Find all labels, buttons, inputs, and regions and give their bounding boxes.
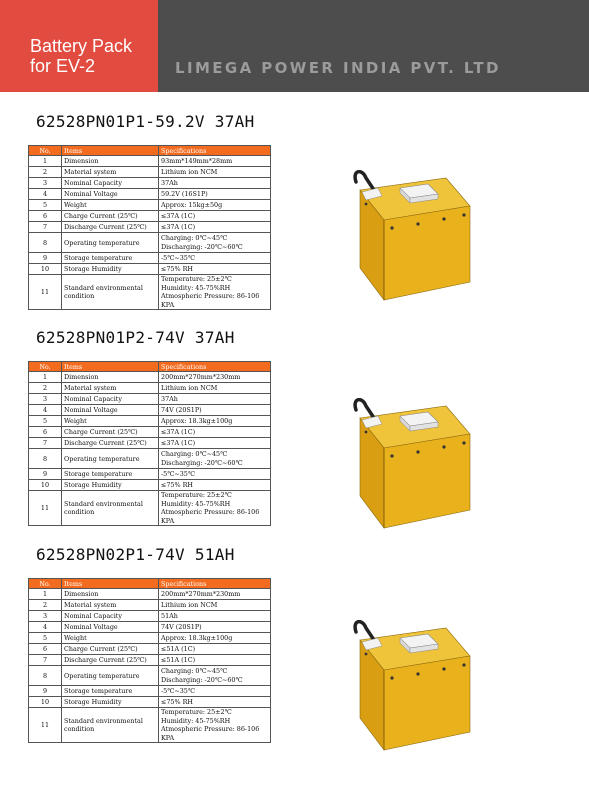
spec-line: -5℃~35℃ xyxy=(161,470,196,478)
spec-line: ≤75% RH xyxy=(161,265,193,273)
table-row xyxy=(29,416,271,427)
row-item: Operating temperature xyxy=(62,233,159,253)
row-item: Nominal Voltage xyxy=(62,622,159,633)
spec-line: ≤75% RH xyxy=(161,698,193,706)
row-number: 4 xyxy=(29,405,62,416)
spec-line: -5℃~35℃ xyxy=(161,254,196,262)
spec-line: Charging: 0℃~45℃ xyxy=(161,233,228,242)
spec-line: ≤37A (1C) xyxy=(161,428,196,436)
spec-line: ≤51A (1C) xyxy=(161,656,196,664)
spec-line: Lithium ion NCM xyxy=(161,384,218,392)
table-row xyxy=(29,264,271,275)
row-specification xyxy=(159,469,271,480)
row-item: Dimension xyxy=(62,156,159,167)
row-number: 5 xyxy=(29,416,62,427)
row-specification xyxy=(159,449,271,469)
spec-line: Temperature: 25±2℃ xyxy=(161,491,232,499)
table-row xyxy=(29,644,271,655)
battery-side-face xyxy=(384,656,470,750)
row-item: Standard environmental condition xyxy=(62,708,159,743)
row-number: 7 xyxy=(29,222,62,233)
row-item: Discharge Current (25℃) xyxy=(62,655,159,666)
spec-line: 74V (20S1P) xyxy=(161,406,202,414)
screw-icon xyxy=(390,676,393,679)
spec-line: 74V (20S1P) xyxy=(161,623,202,631)
row-item: Material system xyxy=(62,383,159,394)
title-line-1: Battery Pack xyxy=(30,36,133,56)
table-row xyxy=(29,633,271,644)
row-number: 11 xyxy=(29,708,62,743)
spec-table-header xyxy=(29,146,271,156)
row-number: 1 xyxy=(29,589,62,600)
spec-line: Charging: 0℃~45℃ xyxy=(161,666,228,675)
title-line-2: for EV-2 xyxy=(30,56,96,76)
row-item: Nominal Capacity xyxy=(62,178,159,189)
row-number: 10 xyxy=(29,264,62,275)
table-row xyxy=(29,383,271,394)
table-row xyxy=(29,622,271,633)
spec-line: Atmospheric Pressure: 86-106 KPA xyxy=(161,292,260,309)
spec-line: Atmospheric Pressure: 86-106 KPA xyxy=(161,725,260,742)
row-item: Operating temperature xyxy=(62,449,159,469)
spec-line: 37Ah xyxy=(161,179,178,187)
row-specification xyxy=(159,211,271,222)
row-item: Nominal Capacity xyxy=(62,611,159,622)
row-item: Storage Humidity xyxy=(62,480,159,491)
header-no: No. xyxy=(29,146,62,156)
spec-line: 51Ah xyxy=(161,612,178,620)
spec-line: Humidity: 45-75%RH xyxy=(161,716,231,725)
row-item: Nominal Capacity xyxy=(62,394,159,405)
table-row xyxy=(29,600,271,611)
row-specification xyxy=(159,644,271,655)
row-item: Dimension xyxy=(62,372,159,383)
row-specification xyxy=(159,438,271,449)
screw-icon xyxy=(390,226,393,229)
row-specification xyxy=(159,480,271,491)
row-number: 11 xyxy=(29,275,62,310)
table-row xyxy=(29,491,271,526)
spec-line: Lithium ion NCM xyxy=(161,168,218,176)
header-specifications: Specifications xyxy=(159,579,271,589)
table-row xyxy=(29,697,271,708)
row-item: Discharge Current (25℃) xyxy=(62,222,159,233)
row-item: Weight xyxy=(62,416,159,427)
table-row xyxy=(29,405,271,416)
row-item: Charge Current (25℃) xyxy=(62,427,159,438)
row-number: 6 xyxy=(29,644,62,655)
row-number: 8 xyxy=(29,233,62,253)
battery-pack-image xyxy=(348,170,478,305)
spec-line: ≤37A (1C) xyxy=(161,223,196,231)
spec-line: Temperature: 25±2℃ xyxy=(161,275,232,283)
row-item: Nominal Voltage xyxy=(62,405,159,416)
header-items: Items xyxy=(62,579,159,589)
battery-side-face xyxy=(384,206,470,300)
row-item: Weight xyxy=(62,633,159,644)
row-number: 6 xyxy=(29,427,62,438)
row-number: 7 xyxy=(29,655,62,666)
row-number: 5 xyxy=(29,633,62,644)
spec-line: Lithium ion NCM xyxy=(161,601,218,609)
row-item: Standard environmental condition xyxy=(62,275,159,310)
row-item: Standard environmental condition xyxy=(62,491,159,526)
row-item: Material system xyxy=(62,167,159,178)
row-specification xyxy=(159,167,271,178)
table-row xyxy=(29,200,271,211)
spec-line: 93mm*149mm*28mm xyxy=(161,157,233,165)
spec-line: Atmospheric Pressure: 86-106 KPA xyxy=(161,508,260,525)
spec-line: Discharging: -20℃~60℃ xyxy=(161,675,243,684)
row-item: Operating temperature xyxy=(62,666,159,686)
row-number: 10 xyxy=(29,697,62,708)
table-row xyxy=(29,438,271,449)
row-number: 4 xyxy=(29,622,62,633)
row-specification xyxy=(159,708,271,743)
table-row xyxy=(29,655,271,666)
row-specification xyxy=(159,189,271,200)
row-item: Storage Humidity xyxy=(62,697,159,708)
table-row xyxy=(29,480,271,491)
row-specification xyxy=(159,156,271,167)
spec-line: Discharging: -20℃~60℃ xyxy=(161,458,243,467)
spec-line: Charging: 0℃~45℃ xyxy=(161,449,228,458)
row-number: 1 xyxy=(29,372,62,383)
row-number: 8 xyxy=(29,449,62,469)
header-items: Items xyxy=(62,362,159,372)
company-name: LIMEGA POWER INDIA PVT. LTD xyxy=(175,59,501,77)
header-no: No. xyxy=(29,362,62,372)
row-specification xyxy=(159,178,271,189)
table-row xyxy=(29,449,271,469)
row-specification xyxy=(159,491,271,526)
row-number: 1 xyxy=(29,156,62,167)
spec-table-header xyxy=(29,362,271,372)
header-dark-panel xyxy=(158,0,589,92)
row-item: Weight xyxy=(62,200,159,211)
product-title: 62528PN01P2-74V 37AH xyxy=(36,328,235,347)
battery-pack-image xyxy=(348,620,478,755)
row-specification xyxy=(159,633,271,644)
spec-line: Temperature: 25±2℃ xyxy=(161,708,232,716)
row-specification xyxy=(159,383,271,394)
table-row xyxy=(29,233,271,253)
handle-icon xyxy=(355,172,374,190)
row-number: 4 xyxy=(29,189,62,200)
row-item: Discharge Current (25℃) xyxy=(62,438,159,449)
row-number: 10 xyxy=(29,480,62,491)
handle-icon xyxy=(355,400,374,418)
row-specification xyxy=(159,697,271,708)
row-number: 6 xyxy=(29,211,62,222)
table-row xyxy=(29,211,271,222)
row-specification xyxy=(159,253,271,264)
row-number: 7 xyxy=(29,438,62,449)
table-row xyxy=(29,394,271,405)
table-row xyxy=(29,178,271,189)
row-specification xyxy=(159,622,271,633)
spec-line: ≤37A (1C) xyxy=(161,439,196,447)
row-specification xyxy=(159,600,271,611)
spec-line: Humidity: 45-75%RH xyxy=(161,499,231,508)
row-specification xyxy=(159,222,271,233)
table-row xyxy=(29,708,271,743)
spec-line: ≤75% RH xyxy=(161,481,193,489)
row-number: 2 xyxy=(29,167,62,178)
row-number: 5 xyxy=(29,200,62,211)
row-item: Charge Current (25℃) xyxy=(62,644,159,655)
document-title xyxy=(30,36,132,76)
table-row xyxy=(29,611,271,622)
screw-icon xyxy=(390,454,393,457)
product-title: 62528PN01P1-59.2V 37AH xyxy=(36,112,255,131)
spec-line: 59.2V (16S1P) xyxy=(161,190,208,198)
row-number: 11 xyxy=(29,491,62,526)
row-item: Storage temperature xyxy=(62,253,159,264)
spec-table xyxy=(28,361,271,526)
table-row xyxy=(29,189,271,200)
row-specification xyxy=(159,233,271,253)
spec-table xyxy=(28,578,271,743)
row-item: Storage temperature xyxy=(62,469,159,480)
row-specification xyxy=(159,275,271,310)
table-row xyxy=(29,469,271,480)
header-items: Items xyxy=(62,146,159,156)
row-specification xyxy=(159,427,271,438)
table-row xyxy=(29,167,271,178)
table-row xyxy=(29,372,271,383)
row-specification xyxy=(159,655,271,666)
spec-table xyxy=(28,145,271,310)
spec-line: ≤37A (1C) xyxy=(161,212,196,220)
spec-line: -5℃~35℃ xyxy=(161,687,196,695)
product-title: 62528PN02P1-74V 51AH xyxy=(36,545,235,564)
row-specification xyxy=(159,416,271,427)
table-row xyxy=(29,427,271,438)
spec-line: Discharging: -20℃~60℃ xyxy=(161,242,243,251)
row-item: Storage temperature xyxy=(62,686,159,697)
row-specification xyxy=(159,372,271,383)
spec-table-header xyxy=(29,579,271,589)
row-specification xyxy=(159,264,271,275)
row-item: Storage Humidity xyxy=(62,264,159,275)
table-row xyxy=(29,156,271,167)
row-item: Dimension xyxy=(62,589,159,600)
header-specifications: Specifications xyxy=(159,362,271,372)
spec-line: 200mm*270mm*230mm xyxy=(161,373,241,381)
table-row xyxy=(29,253,271,264)
spec-line: Approx: 18.3kg±100g xyxy=(161,634,233,642)
row-number: 3 xyxy=(29,394,62,405)
header-no: No. xyxy=(29,579,62,589)
row-item: Charge Current (25℃) xyxy=(62,211,159,222)
table-row xyxy=(29,686,271,697)
spec-line: 37Ah xyxy=(161,395,178,403)
row-number: 2 xyxy=(29,600,62,611)
row-number: 9 xyxy=(29,686,62,697)
battery-pack-image xyxy=(348,398,478,533)
row-number: 9 xyxy=(29,469,62,480)
row-number: 8 xyxy=(29,666,62,686)
row-number: 3 xyxy=(29,611,62,622)
row-specification xyxy=(159,686,271,697)
handle-icon xyxy=(355,622,374,640)
row-specification xyxy=(159,405,271,416)
row-number: 3 xyxy=(29,178,62,189)
row-specification xyxy=(159,394,271,405)
spec-line: ≤51A (1C) xyxy=(161,645,196,653)
row-item: Material system xyxy=(62,600,159,611)
row-specification xyxy=(159,611,271,622)
spec-line: Humidity: 45-75%RH xyxy=(161,283,231,292)
table-row xyxy=(29,666,271,686)
row-specification xyxy=(159,589,271,600)
header-specifications: Specifications xyxy=(159,146,271,156)
battery-side-face xyxy=(384,434,470,528)
table-row xyxy=(29,222,271,233)
row-number: 2 xyxy=(29,383,62,394)
row-number: 9 xyxy=(29,253,62,264)
row-item: Nominal Voltage xyxy=(62,189,159,200)
table-row xyxy=(29,275,271,310)
row-specification xyxy=(159,666,271,686)
row-specification xyxy=(159,200,271,211)
spec-line: Approx: 15kg±50g xyxy=(161,201,223,209)
spec-line: Approx: 18.3kg±100g xyxy=(161,417,233,425)
spec-line: 200mm*270mm*230mm xyxy=(161,590,241,598)
table-row xyxy=(29,589,271,600)
